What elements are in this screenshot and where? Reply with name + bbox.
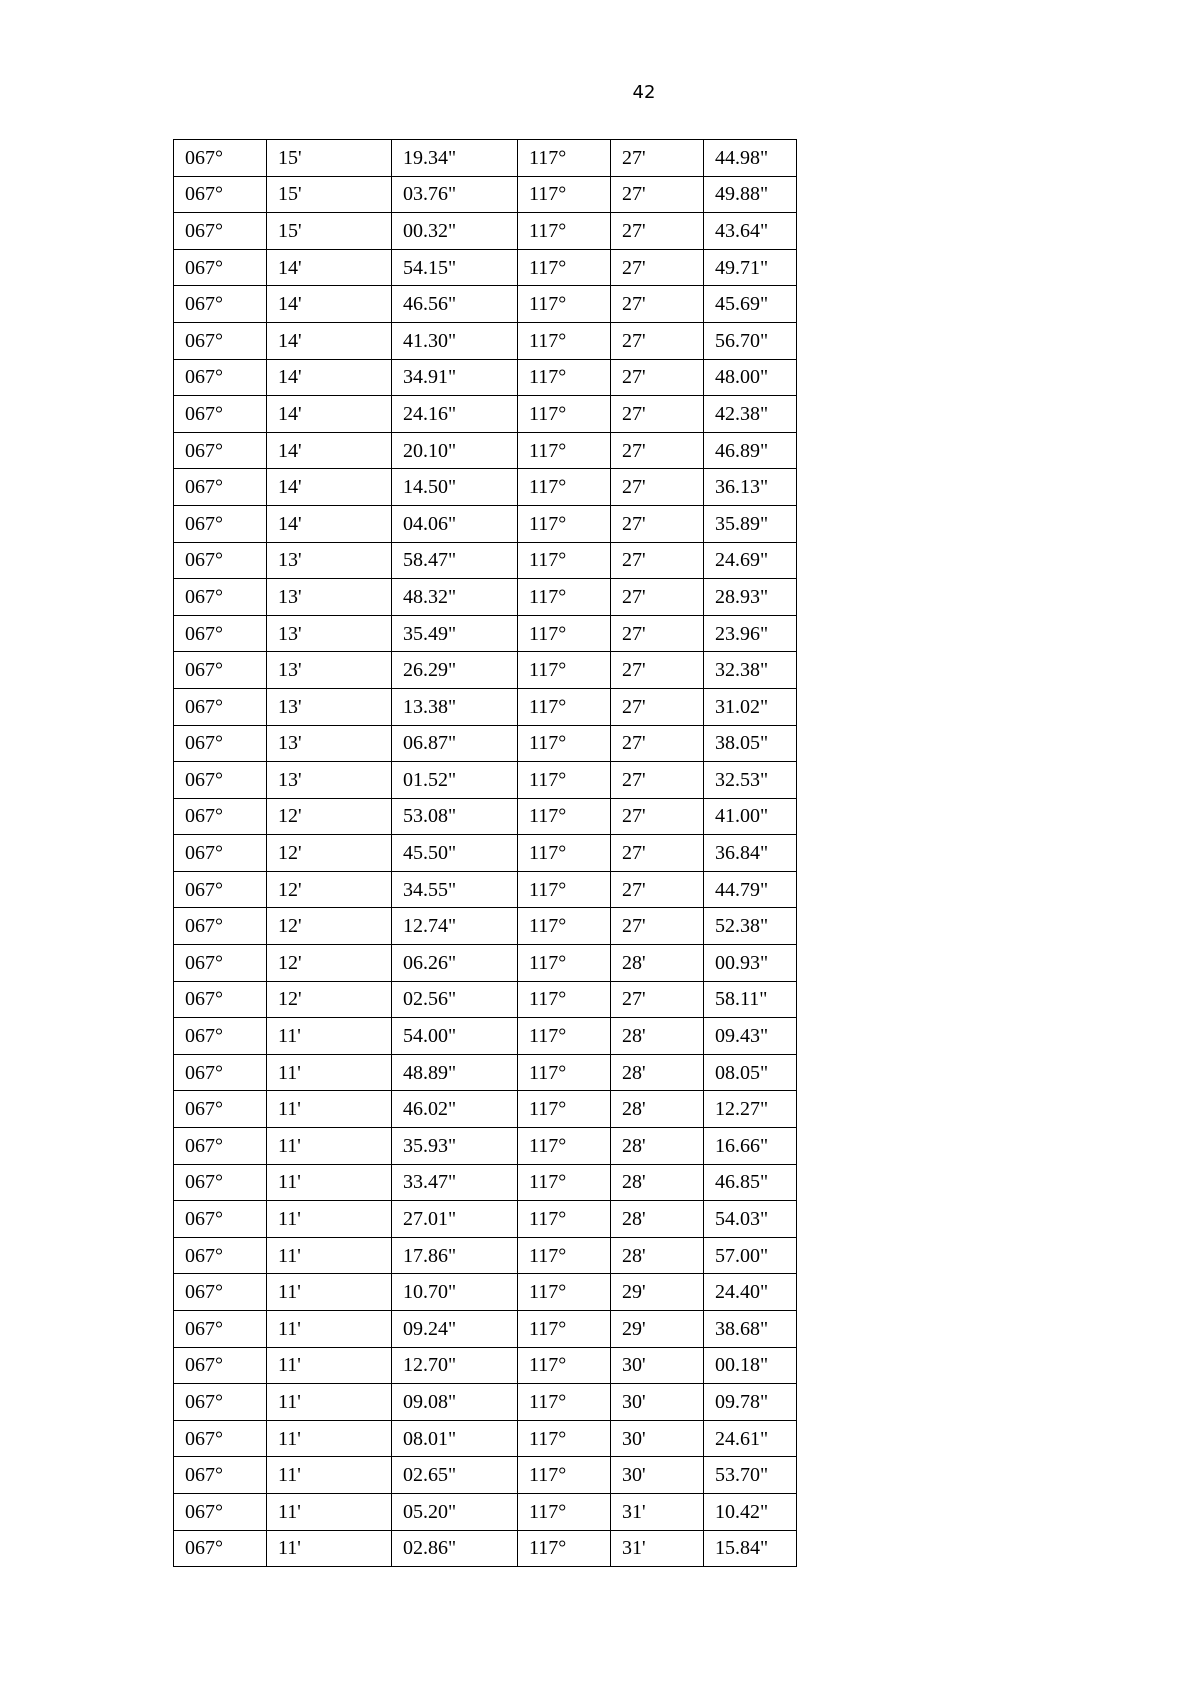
cell-lon-seconds: 49.71" (704, 249, 797, 286)
cell-lat-minutes: 12' (267, 871, 392, 908)
cell-lat-minutes: 11' (267, 1128, 392, 1165)
cell-lon-seconds: 32.38" (704, 652, 797, 689)
table-row (174, 1201, 797, 1238)
cell-lat-degrees: 067° (174, 652, 267, 689)
cell-lat-seconds: 00.32" (392, 213, 518, 250)
table-row (174, 176, 797, 213)
cell-lat-degrees: 067° (174, 1347, 267, 1384)
cell-lat-seconds: 17.86" (392, 1237, 518, 1274)
cell-lat-minutes: 15' (267, 176, 392, 213)
cell-lat-degrees: 067° (174, 1054, 267, 1091)
cell-lon-minutes: 29' (611, 1274, 704, 1311)
cell-lon-degrees: 117° (518, 359, 611, 396)
cell-lon-degrees: 117° (518, 1091, 611, 1128)
cell-lat-degrees: 067° (174, 1164, 267, 1201)
table-row (174, 725, 797, 762)
cell-lon-seconds: 32.53" (704, 762, 797, 799)
cell-lon-seconds: 12.27" (704, 1091, 797, 1128)
table-row (174, 396, 797, 433)
table-row (174, 835, 797, 872)
cell-lon-minutes: 28' (611, 1091, 704, 1128)
table-row (174, 1237, 797, 1274)
cell-lat-seconds: 12.70" (392, 1347, 518, 1384)
cell-lon-minutes: 30' (611, 1420, 704, 1457)
cell-lat-minutes: 11' (267, 1018, 392, 1055)
cell-lat-degrees: 067° (174, 542, 267, 579)
cell-lon-seconds: 08.05" (704, 1054, 797, 1091)
cell-lon-minutes: 28' (611, 1164, 704, 1201)
table-row (174, 1493, 797, 1530)
table-row (174, 798, 797, 835)
cell-lon-seconds: 00.93" (704, 945, 797, 982)
cell-lat-minutes: 14' (267, 432, 392, 469)
cell-lon-minutes: 28' (611, 1237, 704, 1274)
table-row (174, 871, 797, 908)
table-row (174, 1018, 797, 1055)
cell-lat-degrees: 067° (174, 762, 267, 799)
cell-lat-seconds: 01.52" (392, 762, 518, 799)
cell-lat-seconds: 14.50" (392, 469, 518, 506)
cell-lon-minutes: 28' (611, 1054, 704, 1091)
cell-lat-minutes: 13' (267, 688, 392, 725)
cell-lon-minutes: 30' (611, 1457, 704, 1494)
cell-lat-seconds: 53.08" (392, 798, 518, 835)
cell-lon-minutes: 27' (611, 432, 704, 469)
cell-lon-minutes: 27' (611, 140, 704, 177)
table-row (174, 249, 797, 286)
cell-lon-degrees: 117° (518, 1018, 611, 1055)
table-row (174, 469, 797, 506)
cell-lon-degrees: 117° (518, 1384, 611, 1421)
cell-lat-minutes: 11' (267, 1493, 392, 1530)
cell-lat-minutes: 15' (267, 213, 392, 250)
table-row (174, 1347, 797, 1384)
cell-lon-seconds: 38.05" (704, 725, 797, 762)
cell-lat-degrees: 067° (174, 615, 267, 652)
table-row (174, 762, 797, 799)
cell-lat-degrees: 067° (174, 322, 267, 359)
cell-lon-seconds: 45.69" (704, 286, 797, 323)
cell-lon-seconds: 00.18" (704, 1347, 797, 1384)
cell-lon-minutes: 27' (611, 322, 704, 359)
cell-lat-minutes: 14' (267, 469, 392, 506)
cell-lon-degrees: 117° (518, 1311, 611, 1348)
cell-lat-degrees: 067° (174, 505, 267, 542)
cell-lat-minutes: 15' (267, 140, 392, 177)
cell-lon-degrees: 117° (518, 322, 611, 359)
cell-lon-minutes: 27' (611, 871, 704, 908)
cell-lon-seconds: 54.03" (704, 1201, 797, 1238)
cell-lon-seconds: 48.00" (704, 359, 797, 396)
cell-lon-seconds: 24.69" (704, 542, 797, 579)
cell-lat-degrees: 067° (174, 1274, 267, 1311)
cell-lon-degrees: 117° (518, 432, 611, 469)
cell-lon-degrees: 117° (518, 762, 611, 799)
cell-lon-degrees: 117° (518, 652, 611, 689)
cell-lat-seconds: 04.06" (392, 505, 518, 542)
cell-lon-minutes: 30' (611, 1347, 704, 1384)
cell-lon-degrees: 117° (518, 1237, 611, 1274)
cell-lat-seconds: 12.74" (392, 908, 518, 945)
cell-lat-minutes: 11' (267, 1311, 392, 1348)
table-row (174, 505, 797, 542)
cell-lat-minutes: 13' (267, 542, 392, 579)
cell-lon-minutes: 27' (611, 396, 704, 433)
cell-lon-degrees: 117° (518, 1530, 611, 1567)
cell-lon-seconds: 43.64" (704, 213, 797, 250)
cell-lat-minutes: 11' (267, 1164, 392, 1201)
cell-lon-seconds: 15.84" (704, 1530, 797, 1567)
cell-lat-degrees: 067° (174, 981, 267, 1018)
cell-lat-minutes: 11' (267, 1420, 392, 1457)
cell-lon-degrees: 117° (518, 908, 611, 945)
table-row (174, 908, 797, 945)
table-row (174, 688, 797, 725)
cell-lat-degrees: 067° (174, 945, 267, 982)
cell-lat-minutes: 13' (267, 652, 392, 689)
cell-lat-degrees: 067° (174, 1237, 267, 1274)
cell-lon-seconds: 10.42" (704, 1493, 797, 1530)
cell-lon-degrees: 117° (518, 1420, 611, 1457)
cell-lat-degrees: 067° (174, 579, 267, 616)
cell-lon-minutes: 27' (611, 762, 704, 799)
table-row (174, 1054, 797, 1091)
cell-lon-seconds: 41.00" (704, 798, 797, 835)
cell-lon-degrees: 117° (518, 615, 611, 652)
cell-lon-minutes: 27' (611, 688, 704, 725)
cell-lat-seconds: 03.76" (392, 176, 518, 213)
table-row (174, 1274, 797, 1311)
cell-lon-minutes: 27' (611, 286, 704, 323)
cell-lon-seconds: 09.43" (704, 1018, 797, 1055)
cell-lat-degrees: 067° (174, 688, 267, 725)
cell-lon-minutes: 28' (611, 1018, 704, 1055)
cell-lon-minutes: 27' (611, 579, 704, 616)
cell-lat-degrees: 067° (174, 176, 267, 213)
cell-lat-degrees: 067° (174, 1493, 267, 1530)
cell-lon-seconds: 44.79" (704, 871, 797, 908)
cell-lon-degrees: 117° (518, 688, 611, 725)
cell-lat-minutes: 14' (267, 359, 392, 396)
cell-lat-degrees: 067° (174, 359, 267, 396)
cell-lon-degrees: 117° (518, 1457, 611, 1494)
cell-lat-minutes: 12' (267, 981, 392, 1018)
cell-lon-minutes: 27' (611, 615, 704, 652)
cell-lat-seconds: 48.89" (392, 1054, 518, 1091)
cell-lon-degrees: 117° (518, 835, 611, 872)
cell-lon-degrees: 117° (518, 725, 611, 762)
cell-lat-degrees: 067° (174, 1311, 267, 1348)
table-row (174, 579, 797, 616)
cell-lon-seconds: 23.96" (704, 615, 797, 652)
table-row (174, 945, 797, 982)
cell-lat-degrees: 067° (174, 1384, 267, 1421)
cell-lat-seconds: 35.49" (392, 615, 518, 652)
cell-lat-seconds: 06.87" (392, 725, 518, 762)
table-row (174, 1091, 797, 1128)
cell-lon-degrees: 117° (518, 945, 611, 982)
cell-lat-degrees: 067° (174, 213, 267, 250)
cell-lat-degrees: 067° (174, 140, 267, 177)
cell-lon-degrees: 117° (518, 140, 611, 177)
cell-lat-degrees: 067° (174, 1091, 267, 1128)
cell-lat-minutes: 13' (267, 615, 392, 652)
cell-lon-degrees: 117° (518, 1054, 611, 1091)
cell-lat-seconds: 02.86" (392, 1530, 518, 1567)
cell-lon-degrees: 117° (518, 542, 611, 579)
cell-lat-degrees: 067° (174, 286, 267, 323)
table-row (174, 615, 797, 652)
cell-lon-seconds: 24.40" (704, 1274, 797, 1311)
cell-lon-minutes: 27' (611, 359, 704, 396)
cell-lon-degrees: 117° (518, 1164, 611, 1201)
cell-lat-degrees: 067° (174, 871, 267, 908)
cell-lat-minutes: 11' (267, 1274, 392, 1311)
cell-lon-minutes: 28' (611, 1128, 704, 1165)
cell-lat-seconds: 26.29" (392, 652, 518, 689)
table-row (174, 1164, 797, 1201)
cell-lat-seconds: 33.47" (392, 1164, 518, 1201)
table-row (174, 140, 797, 177)
cell-lat-degrees: 067° (174, 1128, 267, 1165)
cell-lat-minutes: 11' (267, 1384, 392, 1421)
table-row (174, 981, 797, 1018)
cell-lat-seconds: 54.00" (392, 1018, 518, 1055)
cell-lat-minutes: 14' (267, 396, 392, 433)
cell-lon-minutes: 27' (611, 213, 704, 250)
cell-lat-seconds: 35.93" (392, 1128, 518, 1165)
cell-lon-minutes: 29' (611, 1311, 704, 1348)
cell-lat-minutes: 12' (267, 945, 392, 982)
cell-lat-degrees: 067° (174, 798, 267, 835)
cell-lat-seconds: 24.16" (392, 396, 518, 433)
cell-lat-seconds: 34.91" (392, 359, 518, 396)
cell-lat-seconds: 27.01" (392, 1201, 518, 1238)
cell-lat-minutes: 12' (267, 835, 392, 872)
cell-lon-degrees: 117° (518, 1128, 611, 1165)
cell-lon-degrees: 117° (518, 1493, 611, 1530)
cell-lon-seconds: 09.78" (704, 1384, 797, 1421)
cell-lon-degrees: 117° (518, 286, 611, 323)
cell-lat-minutes: 14' (267, 322, 392, 359)
cell-lat-seconds: 46.02" (392, 1091, 518, 1128)
cell-lon-seconds: 44.98" (704, 140, 797, 177)
cell-lon-minutes: 30' (611, 1384, 704, 1421)
cell-lon-degrees: 117° (518, 1201, 611, 1238)
cell-lon-seconds: 16.66" (704, 1128, 797, 1165)
cell-lon-degrees: 117° (518, 1347, 611, 1384)
cell-lon-degrees: 117° (518, 249, 611, 286)
cell-lat-seconds: 54.15" (392, 249, 518, 286)
cell-lon-seconds: 42.38" (704, 396, 797, 433)
cell-lat-minutes: 11' (267, 1347, 392, 1384)
coordinates-table (173, 139, 797, 1567)
page-number: 42 (632, 82, 656, 103)
cell-lat-degrees: 067° (174, 469, 267, 506)
cell-lon-minutes: 27' (611, 542, 704, 579)
cell-lat-minutes: 13' (267, 725, 392, 762)
cell-lat-seconds: 13.38" (392, 688, 518, 725)
cell-lat-seconds: 05.20" (392, 1493, 518, 1530)
coordinates-table-body (174, 140, 797, 1567)
cell-lon-minutes: 27' (611, 176, 704, 213)
cell-lon-minutes: 31' (611, 1493, 704, 1530)
cell-lat-minutes: 13' (267, 579, 392, 616)
cell-lat-minutes: 11' (267, 1457, 392, 1494)
cell-lat-minutes: 12' (267, 798, 392, 835)
cell-lat-minutes: 14' (267, 505, 392, 542)
cell-lat-seconds: 19.34" (392, 140, 518, 177)
cell-lat-minutes: 12' (267, 908, 392, 945)
cell-lat-minutes: 14' (267, 286, 392, 323)
cell-lat-seconds: 02.56" (392, 981, 518, 1018)
cell-lon-minutes: 27' (611, 981, 704, 1018)
cell-lon-seconds: 31.02" (704, 688, 797, 725)
cell-lon-seconds: 35.89" (704, 505, 797, 542)
cell-lat-degrees: 067° (174, 1530, 267, 1567)
cell-lat-minutes: 11' (267, 1054, 392, 1091)
cell-lon-degrees: 117° (518, 469, 611, 506)
table-row (174, 652, 797, 689)
cell-lat-minutes: 14' (267, 249, 392, 286)
cell-lon-seconds: 52.38" (704, 908, 797, 945)
cell-lon-minutes: 27' (611, 249, 704, 286)
cell-lat-seconds: 10.70" (392, 1274, 518, 1311)
cell-lat-degrees: 067° (174, 725, 267, 762)
cell-lon-degrees: 117° (518, 396, 611, 433)
cell-lon-degrees: 117° (518, 176, 611, 213)
cell-lat-seconds: 09.08" (392, 1384, 518, 1421)
cell-lat-seconds: 41.30" (392, 322, 518, 359)
cell-lat-minutes: 11' (267, 1237, 392, 1274)
table-row (174, 432, 797, 469)
cell-lon-degrees: 117° (518, 579, 611, 616)
cell-lat-seconds: 48.32" (392, 579, 518, 616)
table-row (174, 322, 797, 359)
cell-lon-seconds: 56.70" (704, 322, 797, 359)
cell-lat-degrees: 067° (174, 396, 267, 433)
cell-lat-seconds: 06.26" (392, 945, 518, 982)
cell-lon-minutes: 27' (611, 835, 704, 872)
cell-lon-seconds: 46.85" (704, 1164, 797, 1201)
table-row (174, 1128, 797, 1165)
cell-lat-seconds: 08.01" (392, 1420, 518, 1457)
cell-lon-degrees: 117° (518, 213, 611, 250)
cell-lat-degrees: 067° (174, 1420, 267, 1457)
cell-lon-degrees: 117° (518, 981, 611, 1018)
cell-lon-minutes: 27' (611, 505, 704, 542)
cell-lat-degrees: 067° (174, 1457, 267, 1494)
cell-lon-minutes: 31' (611, 1530, 704, 1567)
table-row (174, 213, 797, 250)
table-row (174, 1457, 797, 1494)
table-row (174, 1384, 797, 1421)
cell-lat-minutes: 11' (267, 1530, 392, 1567)
cell-lon-seconds: 58.11" (704, 981, 797, 1018)
cell-lon-minutes: 28' (611, 1201, 704, 1238)
table-row (174, 542, 797, 579)
cell-lon-seconds: 36.84" (704, 835, 797, 872)
cell-lat-degrees: 067° (174, 249, 267, 286)
cell-lat-minutes: 11' (267, 1201, 392, 1238)
cell-lat-degrees: 067° (174, 835, 267, 872)
cell-lon-seconds: 24.61" (704, 1420, 797, 1457)
cell-lat-seconds: 09.24" (392, 1311, 518, 1348)
cell-lon-seconds: 38.68" (704, 1311, 797, 1348)
cell-lon-minutes: 27' (611, 908, 704, 945)
cell-lon-minutes: 27' (611, 798, 704, 835)
cell-lat-seconds: 34.55" (392, 871, 518, 908)
table-row (174, 1420, 797, 1457)
cell-lat-degrees: 067° (174, 1201, 267, 1238)
cell-lat-seconds: 20.10" (392, 432, 518, 469)
table-row (174, 1311, 797, 1348)
cell-lon-degrees: 117° (518, 871, 611, 908)
cell-lon-seconds: 28.93" (704, 579, 797, 616)
table-row (174, 359, 797, 396)
cell-lon-minutes: 27' (611, 725, 704, 762)
cell-lon-seconds: 57.00" (704, 1237, 797, 1274)
cell-lon-seconds: 46.89" (704, 432, 797, 469)
cell-lat-degrees: 067° (174, 1018, 267, 1055)
cell-lat-seconds: 46.56" (392, 286, 518, 323)
cell-lon-seconds: 36.13" (704, 469, 797, 506)
cell-lon-degrees: 117° (518, 505, 611, 542)
cell-lon-seconds: 49.88" (704, 176, 797, 213)
cell-lon-minutes: 27' (611, 469, 704, 506)
cell-lat-degrees: 067° (174, 432, 267, 469)
cell-lat-seconds: 58.47" (392, 542, 518, 579)
cell-lat-minutes: 13' (267, 762, 392, 799)
cell-lon-seconds: 53.70" (704, 1457, 797, 1494)
cell-lon-minutes: 27' (611, 652, 704, 689)
cell-lat-seconds: 02.65" (392, 1457, 518, 1494)
cell-lon-minutes: 28' (611, 945, 704, 982)
cell-lat-minutes: 11' (267, 1091, 392, 1128)
cell-lat-degrees: 067° (174, 908, 267, 945)
table-row (174, 1530, 797, 1567)
cell-lon-degrees: 117° (518, 1274, 611, 1311)
cell-lon-degrees: 117° (518, 798, 611, 835)
table-row (174, 286, 797, 323)
cell-lat-seconds: 45.50" (392, 835, 518, 872)
